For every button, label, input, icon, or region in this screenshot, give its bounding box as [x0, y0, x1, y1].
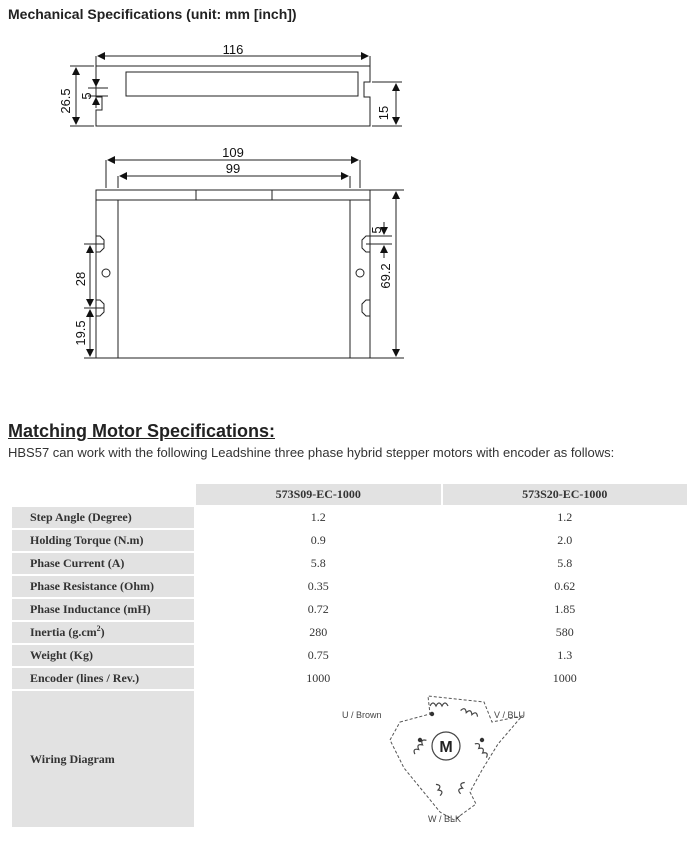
cell-value: 1.3	[443, 645, 688, 666]
row-label	[12, 622, 194, 643]
wiring-diagram	[342, 694, 542, 824]
cell-value: 0.72	[196, 599, 441, 620]
cell-value: 580	[443, 622, 688, 643]
table-row	[12, 507, 687, 528]
dim-5-front: 5	[369, 226, 384, 234]
dim-109: 109	[222, 145, 244, 160]
motor-spec-table	[10, 482, 689, 829]
cell-value: 2.0	[443, 530, 688, 551]
matching-intro: HBS57 can work with the following Leadshine three phase hybrid stepper motors with encoder as follows:	[8, 445, 615, 460]
row-label: Encoder (lines / Rev.)	[12, 668, 194, 689]
wiring-cell	[196, 691, 687, 827]
dim-99: 99	[225, 161, 241, 176]
wire-w-label: W / BLK	[427, 814, 461, 824]
cell-value: 1.85	[443, 599, 688, 620]
cell-value: 0.9	[196, 530, 441, 551]
cell-value: 0.35	[196, 576, 441, 597]
table-row	[12, 530, 687, 551]
row-label: Phase Inductance (mH)	[12, 599, 194, 620]
cell-value: 1000	[196, 668, 441, 689]
dim-19-5: 19.5	[73, 320, 88, 346]
table-row	[12, 622, 687, 643]
dim-116: 116	[222, 42, 244, 57]
cell-value: 1.2	[443, 507, 688, 528]
row-label: Phase Current (A)	[12, 553, 194, 574]
dim-69-2: 69.2	[378, 263, 393, 289]
row-label-text: Inertia (g.cm	[30, 625, 97, 639]
mechanical-title: Mechanical Specifications (unit: mm [inch])	[8, 6, 297, 22]
row-label: Step Angle (Degree)	[12, 507, 194, 528]
row-label: Holding Torque (N.m)	[12, 530, 194, 551]
mechanical-drawing	[0, 0, 699, 400]
table-row	[12, 553, 687, 574]
wire-u-label: U / Brown	[341, 710, 382, 720]
column-header: 573S20-EC-1000	[443, 484, 688, 505]
row-label: Phase Resistance (Ohm)	[12, 576, 194, 597]
dim-28: 28	[73, 271, 88, 287]
row-label: Wiring Diagram	[12, 691, 194, 827]
cell-value: 5.8	[443, 553, 688, 574]
table-row	[12, 668, 687, 689]
front-view	[84, 160, 404, 358]
cell-value: 280	[196, 622, 441, 643]
table-row	[12, 645, 687, 666]
header-blank	[12, 484, 194, 505]
wire-v-label: V / BLU	[493, 710, 525, 720]
table-row	[12, 576, 687, 597]
matching-title: Matching Motor Specifications:	[8, 421, 276, 441]
cell-value: 0.75	[196, 645, 441, 666]
row-label-tail: )	[100, 625, 105, 639]
row-label-sup: 2	[96, 624, 101, 633]
top-view	[70, 56, 402, 126]
cell-value: 0.62	[443, 576, 688, 597]
column-header: 573S09-EC-1000	[196, 484, 441, 505]
table-header-row	[12, 484, 687, 505]
table-row-wiring	[12, 691, 687, 827]
dim-5-top: 5	[79, 92, 94, 100]
cell-value: 1.2	[196, 507, 441, 528]
row-label: Weight (Kg)	[12, 645, 194, 666]
motor-label: M	[438, 739, 453, 756]
dim-15: 15	[376, 105, 391, 121]
dim-26-5: 26.5	[58, 88, 73, 114]
cell-value: 1000	[443, 668, 688, 689]
cell-value: 5.8	[196, 553, 441, 574]
table-row	[12, 599, 687, 620]
